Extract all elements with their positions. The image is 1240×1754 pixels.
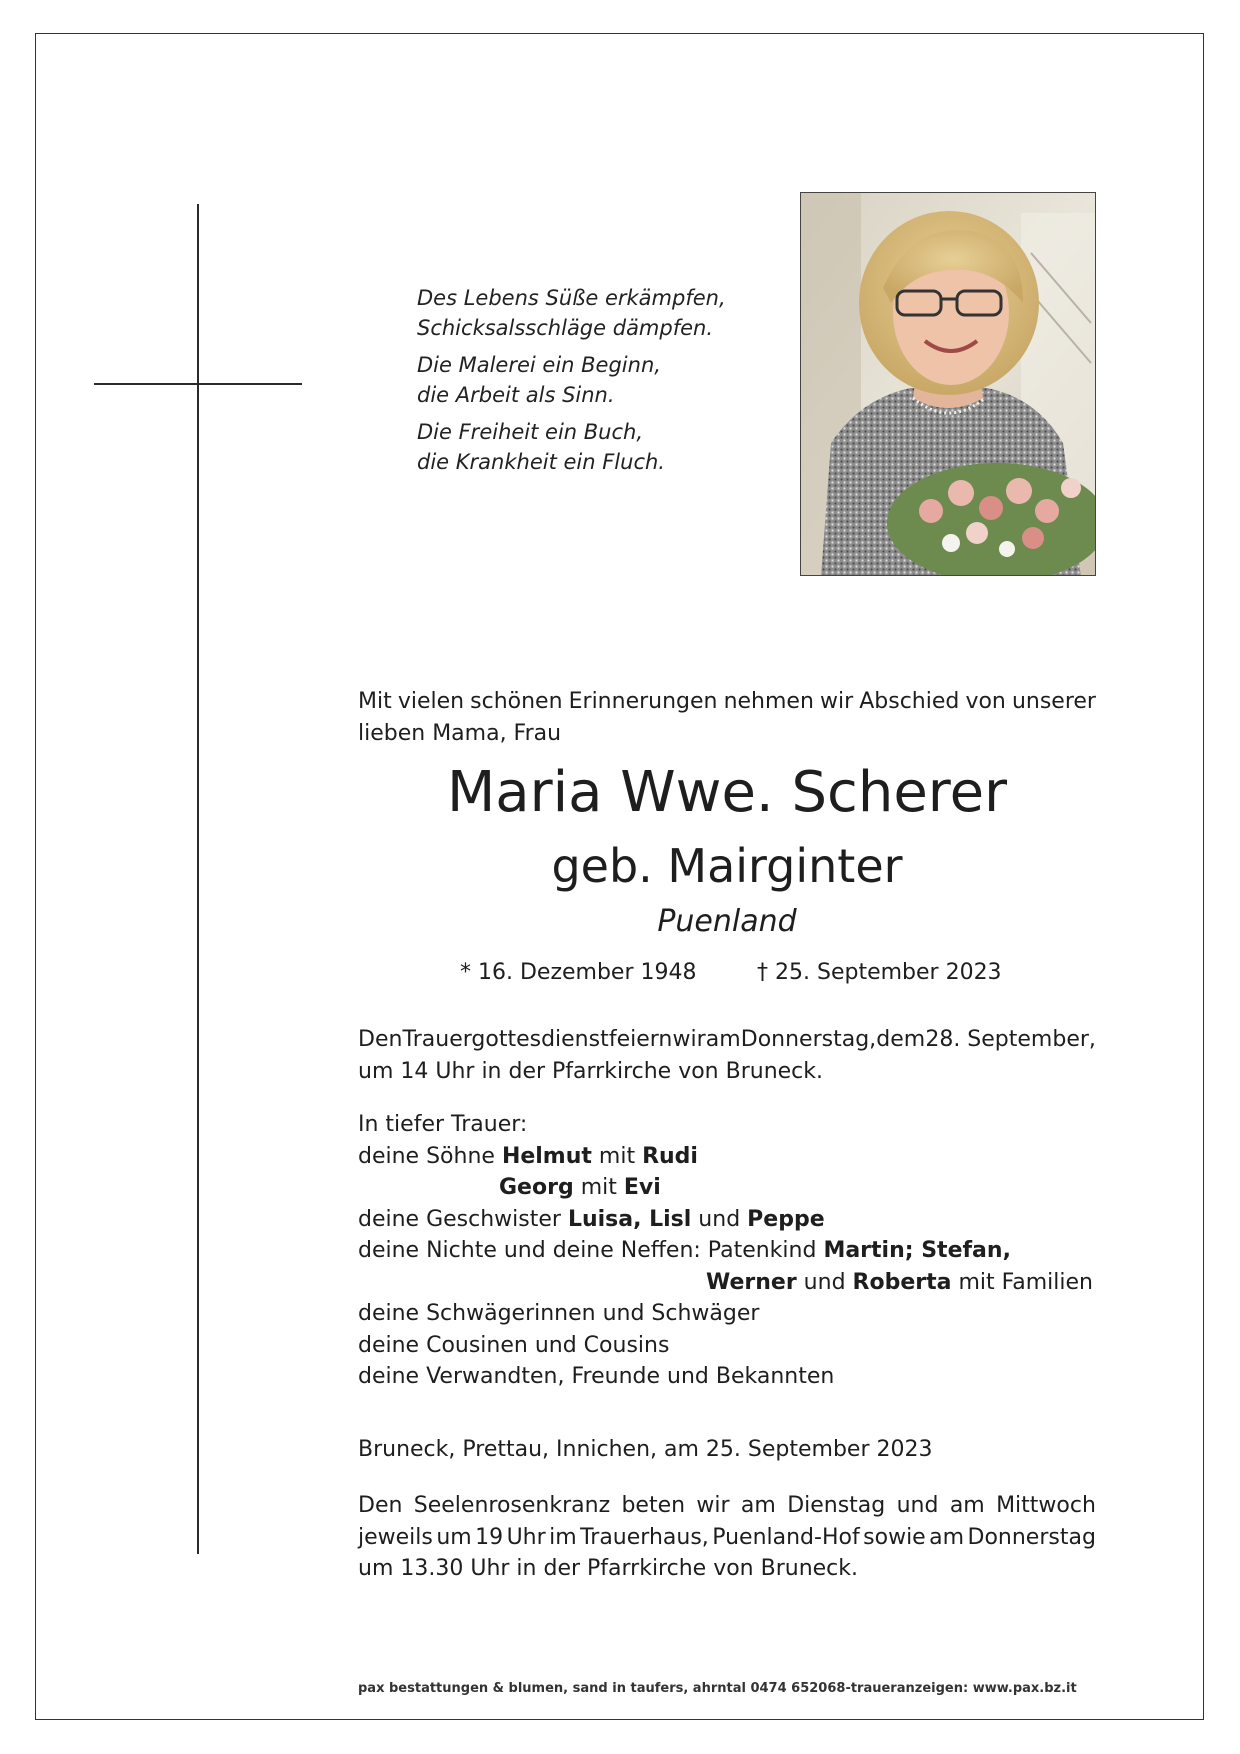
word: Mittwoch (996, 1493, 1096, 1518)
word: dem (876, 1027, 926, 1052)
word: beten (621, 1493, 686, 1518)
intro-text (358, 686, 1096, 750)
death-date: † 25. September 2023 (757, 960, 1002, 985)
mourners-heading: In tiefer Trauer: (358, 1112, 528, 1137)
intro-line: lieben Mama, Frau (358, 721, 562, 746)
poem-line: Die Freiheit ein Buch, (417, 420, 644, 444)
text: mit Familien (951, 1269, 1093, 1295)
text: deine Nichte und deine Neffen: Patenkind (358, 1238, 824, 1263)
word: Dienstag (787, 1493, 886, 1518)
intro-line-justified (358, 686, 1096, 718)
cross-horizontal-beam (94, 383, 302, 385)
word: Abschied (859, 689, 960, 714)
poem-line: Des Lebens Süße erkämpfen, (417, 286, 726, 310)
name-bold: Werner (706, 1269, 797, 1295)
text: und (691, 1206, 748, 1232)
name-bold: Evi (623, 1175, 661, 1200)
word: von (965, 689, 1006, 714)
word: unserer (1011, 689, 1096, 714)
birth-date: * 16. Dezember 1948 (460, 960, 697, 985)
footer-imprint: pax bestattungen & blumen, sand in taufers, ahrntal 0474 652068-traueranzeigen: www.pax.bz.it (358, 1681, 1077, 1696)
place-and-date: Bruneck, Prettau, Innichen, am 25. September 2023 (358, 1437, 933, 1462)
word: am (929, 1524, 965, 1550)
rosary-line: um 13.30 Uhr in der Pfarrkirche von Bruneck. (358, 1556, 858, 1581)
name-bold: Martin; Stefan, (823, 1238, 1011, 1263)
rosary-text (358, 1490, 1096, 1585)
word: nehmen (723, 689, 814, 714)
word: wir (696, 1493, 730, 1518)
mourners-row-cousins: deine Cousinen und Cousins (358, 1332, 670, 1358)
word: Den (358, 1493, 403, 1518)
mourners-row-sons (358, 1141, 1118, 1173)
text: deine Söhne (358, 1143, 502, 1169)
farm-name: Puenland (657, 904, 797, 939)
text: deine Geschwister (358, 1206, 568, 1232)
service-line-justified (358, 1024, 1096, 1056)
poem-stanza (417, 284, 726, 343)
mourners-list (358, 1109, 1118, 1393)
word: jeweils (358, 1524, 433, 1550)
name-bold: Rudi (642, 1143, 698, 1169)
word: und (896, 1493, 939, 1518)
mourners-row-son2 (358, 1172, 1118, 1204)
funeral-service-text (358, 1024, 1096, 1088)
mourners-row-relatives: deine Verwandten, Freunde und Bekannten (358, 1364, 835, 1389)
text: mit (591, 1143, 643, 1169)
poem-line: die Krankheit ein Fluch. (417, 449, 665, 474)
mourners-row-nephews-cont (358, 1267, 1118, 1299)
cross-vertical-beam (197, 204, 199, 1554)
mourners-row-siblings (358, 1204, 1118, 1236)
word: im (549, 1524, 577, 1550)
word: 19 (475, 1524, 504, 1550)
word: am (949, 1493, 985, 1518)
text: mit (573, 1175, 624, 1200)
service-line: um 14 Uhr in der Pfarrkirche von Bruneck. (358, 1059, 824, 1084)
word: wir (819, 689, 854, 714)
name-bold: Roberta (852, 1269, 952, 1295)
rosary-line-justified (358, 1522, 1096, 1554)
poem-stanza (417, 351, 726, 410)
word: Trauerhaus, (580, 1524, 709, 1550)
word: Uhr (506, 1524, 546, 1550)
name-bold: Georg (499, 1175, 574, 1200)
poem-line: Schicksalsschläge dämpfen. (417, 315, 714, 340)
word: Donnerstag, (740, 1027, 877, 1052)
word: Trauergottesdienst (402, 1027, 609, 1052)
poem-stanza (417, 418, 726, 477)
name-bold: Luisa, Lisl (567, 1206, 692, 1232)
word: wir (672, 1027, 706, 1052)
word: am (740, 1493, 776, 1518)
word: Erinnerungen (568, 689, 718, 714)
text: und (796, 1269, 853, 1295)
portrait-photo (800, 192, 1096, 576)
portrait-illustration (801, 193, 1096, 576)
mourners-row-inlaws: deine Schwägerinnen und Schwäger (358, 1301, 760, 1326)
poem-line: Die Malerei ein Beginn, (417, 353, 661, 377)
memorial-poem (417, 284, 726, 485)
poem-line: die Arbeit als Sinn. (417, 382, 615, 407)
name-bold: Peppe (747, 1206, 825, 1232)
word: vielen (397, 689, 465, 714)
rosary-line-justified (358, 1490, 1096, 1522)
word: feiern (608, 1027, 673, 1052)
name-bold: Helmut (501, 1143, 592, 1169)
word: Donnerstag (967, 1524, 1096, 1550)
word: Seelenrosenkranz (413, 1493, 611, 1518)
word: Mit (358, 689, 392, 714)
word: sowie (863, 1524, 926, 1550)
mourners-row-nephews (358, 1235, 1118, 1267)
word: Den (358, 1027, 403, 1052)
maiden-name: geb. Mairginter (551, 839, 903, 893)
word: Puenland-Hof (712, 1524, 860, 1550)
deceased-name: Maria Wwe. Scherer (446, 760, 1008, 825)
word: um (436, 1524, 472, 1550)
word: schönen (470, 689, 563, 714)
word: am (705, 1027, 741, 1052)
word: 28. September, (925, 1027, 1096, 1052)
